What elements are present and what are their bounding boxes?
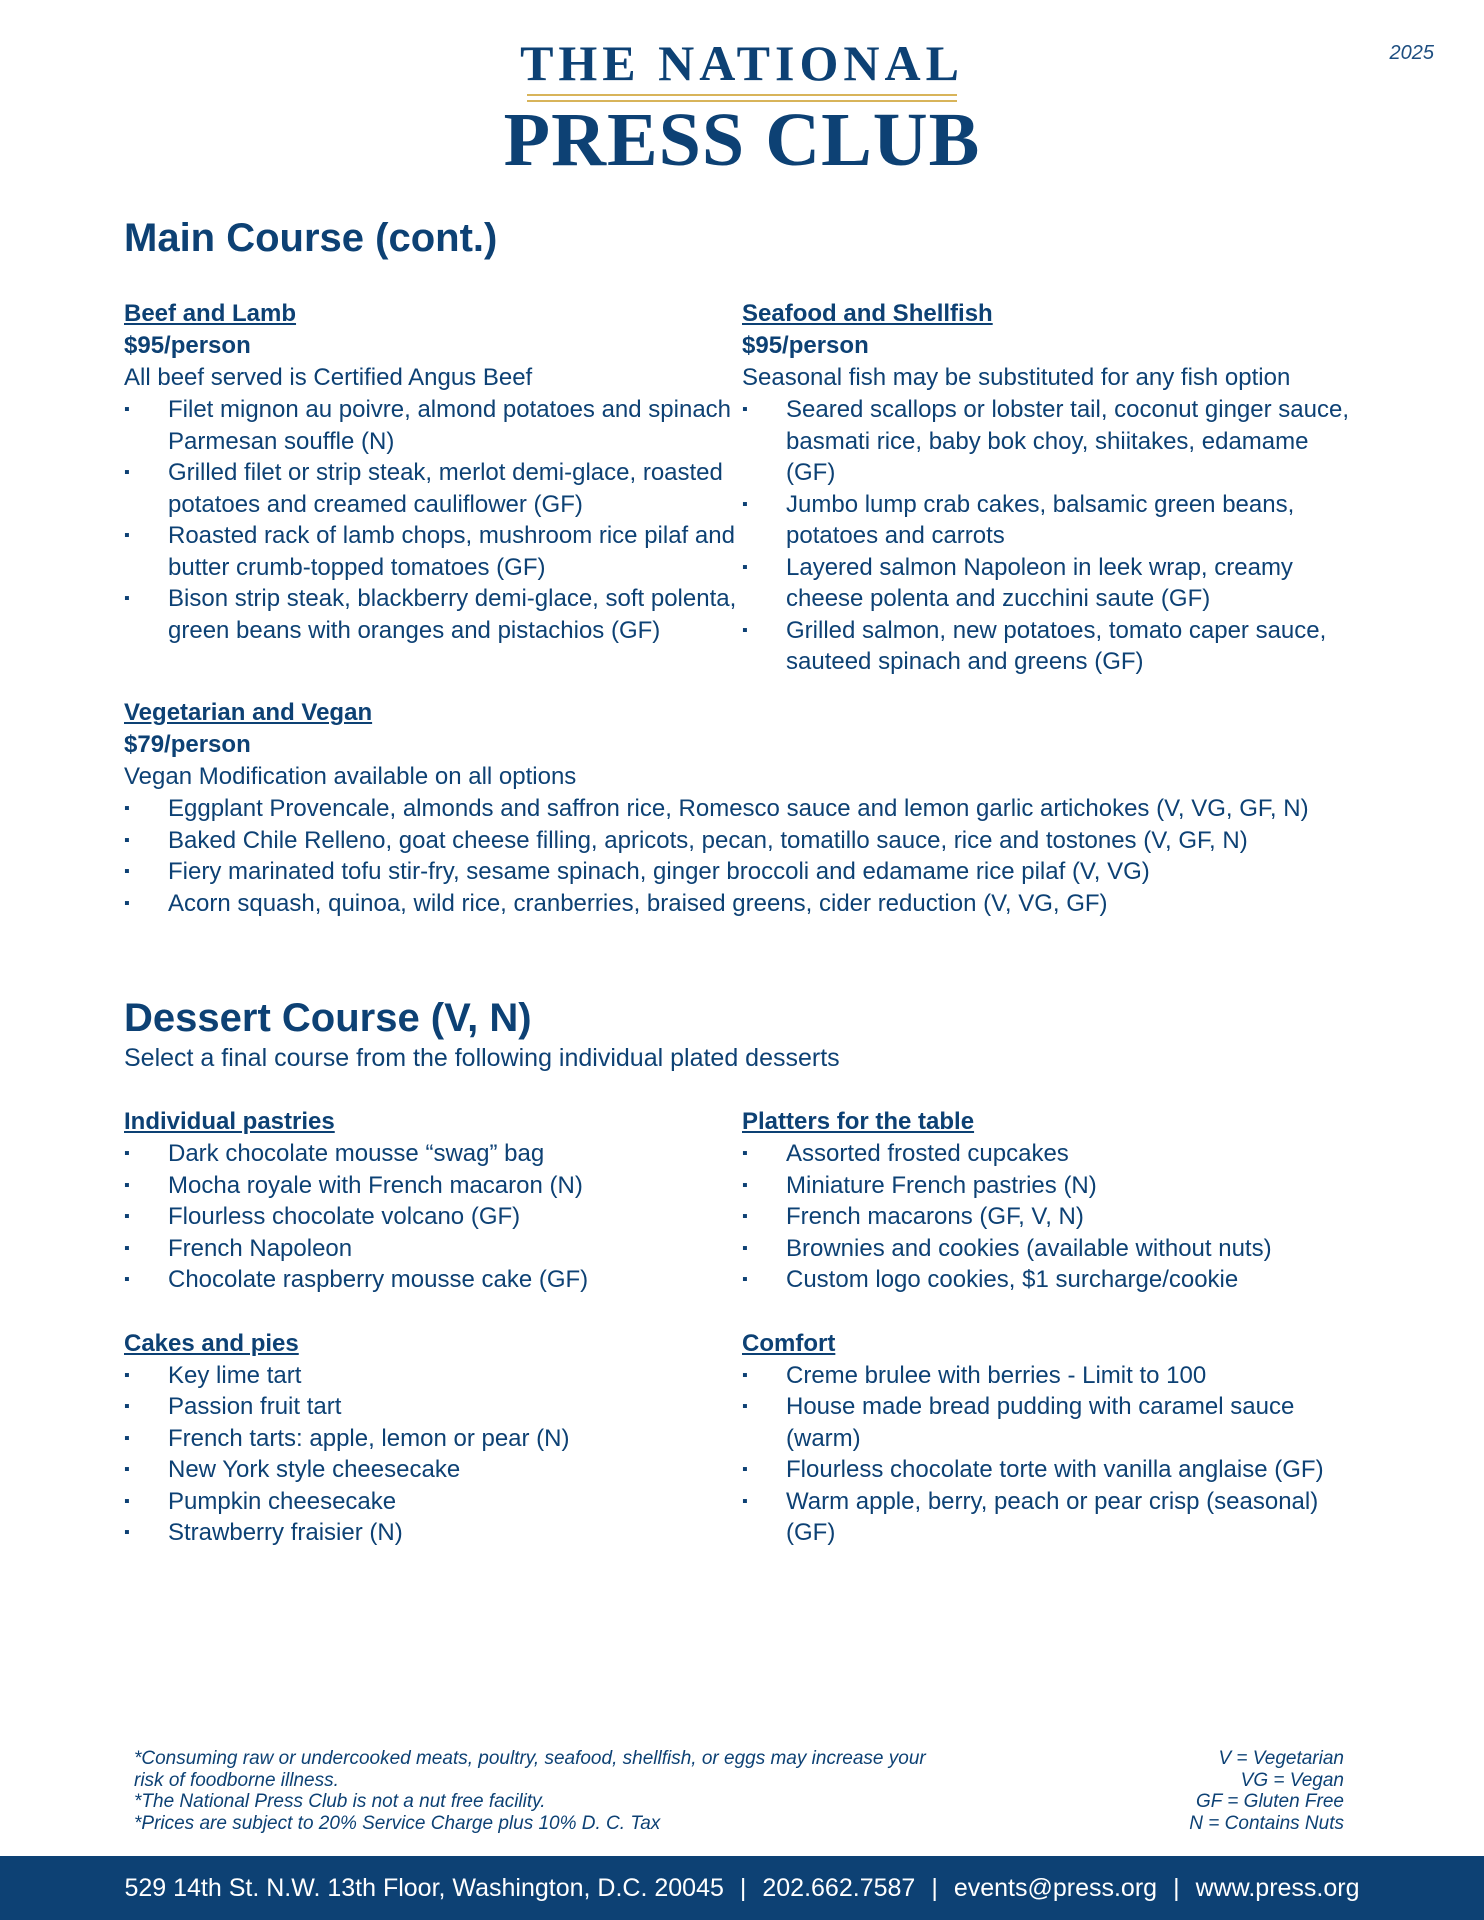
platters-title: Platters for the table: [742, 1108, 975, 1135]
list-item: ▪ Bison strip steak, blackberry demi-glace, soft polenta, green beans with oranges and pistachios (GF): [124, 583, 742, 646]
list-item: ▪ Eggplant Provencale, almonds and saffron rice, Romesco sauce and lemon garlic artichokes (V, VG, GF, N): [124, 793, 1354, 825]
footer-website[interactable]: www.press.org: [1195, 1873, 1360, 1902]
main-course-columns: [124, 298, 1354, 678]
cakes-title: Cakes and pies: [124, 1329, 299, 1357]
footer-address: 529 14th St. N.W. 13th Floor, Washington, D.C. 20045: [124, 1873, 724, 1902]
list-item: ▪ Filet mignon au poivre, almond potatoes and spinach Parmesan souffle (N): [124, 394, 742, 457]
comfort-list: [742, 1360, 1354, 1549]
main-course-section: [124, 214, 1354, 678]
list-item: ▪ Grilled salmon, new potatoes, tomato caper sauce, sauteed spinach and greens (GF): [742, 615, 1354, 678]
footer-separator: |: [1173, 1873, 1180, 1902]
seafood-list: [742, 394, 1354, 678]
dessert-subtitle: Select a final course from the following individual plated desserts: [124, 1044, 840, 1072]
dessert-columns-top: [124, 1106, 1354, 1296]
list-item: ▪ French macarons (GF, V, N): [742, 1201, 1354, 1233]
vegetarian-section: [124, 697, 1354, 919]
cakes-list: [124, 1360, 742, 1549]
list-item: ▪ Pumpkin cheesecake: [124, 1486, 742, 1518]
beef-lamb-section: [124, 298, 742, 678]
list-item: ▪ New York style cheesecake: [124, 1454, 742, 1486]
list-item: ▪ Warm apple, berry, peach or pear crisp (seasonal) (GF): [742, 1486, 1354, 1549]
seafood-title: Seafood and Shellfish: [742, 300, 993, 327]
contact-footer: [0, 1856, 1484, 1920]
dessert-columns-bottom: [124, 1328, 1354, 1549]
list-item: ▪ Mocha royale with French macaron (N): [124, 1170, 742, 1202]
press-club-logo: [0, 35, 1484, 182]
list-item: ▪ Assorted frosted cupcakes: [742, 1138, 1354, 1170]
list-item: ▪ Miniature French pastries (N): [742, 1170, 1354, 1202]
list-item: ▪ Chocolate raspberry mousse cake (GF): [124, 1264, 742, 1296]
dietary-legend: [1189, 1748, 1344, 1834]
list-item: ▪ Brownies and cookies (available without nuts): [742, 1233, 1354, 1265]
comfort-title: Comfort: [742, 1329, 836, 1357]
footnote: *Prices are subject to 20% Service Charge plus 10% D. C. Tax: [134, 1812, 661, 1834]
list-item: ▪ Roasted rack of lamb chops, mushroom rice pilaf and butter crumb-topped tomatoes (GF): [124, 520, 742, 583]
platters-list: [742, 1138, 1354, 1296]
legend-item: VG = Vegan: [1240, 1769, 1344, 1791]
pastries-list: [124, 1138, 742, 1296]
year-label: 2025: [1389, 42, 1434, 64]
list-item: ▪ Dark chocolate mousse “swag” bag: [124, 1138, 742, 1170]
legend-item: GF = Gluten Free: [1195, 1791, 1344, 1812]
footer-phone[interactable]: 202.662.7587: [762, 1873, 916, 1902]
vegetarian-note: Vegan Modification available on all options: [124, 763, 577, 790]
pastries-section: [124, 1106, 742, 1296]
legend-item: V = Vegetarian: [1218, 1748, 1344, 1769]
footnotes: [134, 1748, 954, 1834]
list-item: ▪ Fiery marinated tofu stir-fry, sesame spinach, ginger broccoli and edamame rice pilaf (V, VG): [124, 856, 1354, 888]
beef-lamb-price: $95/person: [124, 332, 251, 359]
legend-item: N = Contains Nuts: [1189, 1812, 1344, 1834]
platters-section: [742, 1106, 1354, 1296]
list-item: ▪ Seared scallops or lobster tail, coconut ginger sauce, basmati rice, baby bok choy, shiitakes, edamame (GF): [742, 394, 1354, 489]
list-item: ▪ Custom logo cookies, $1 surcharge/cookie: [742, 1264, 1354, 1296]
list-item: ▪ Acorn squash, quinoa, wild rice, cranberries, braised greens, cider reduction (V, VG, GF): [124, 888, 1354, 920]
vegetarian-title: Vegetarian and Vegan: [124, 699, 373, 726]
list-item: ▪ Jumbo lump crab cakes, balsamic green beans, potatoes and carrots: [742, 489, 1354, 552]
beef-lamb-title: Beef and Lamb: [124, 300, 297, 327]
beef-lamb-note: All beef served is Certified Angus Beef: [124, 364, 533, 391]
seafood-section: [742, 298, 1354, 678]
seafood-price: $95/person: [742, 332, 869, 359]
list-item: ▪ French tarts: apple, lemon or pear (N): [124, 1423, 742, 1455]
logo-line-2: PRESS CLUB: [503, 98, 981, 182]
footnote: *The National Press Club is not a nut free facility.: [134, 1791, 546, 1812]
list-item: ▪ Flourless chocolate volcano (GF): [124, 1201, 742, 1233]
list-item: ▪ Key lime tart: [124, 1360, 742, 1392]
seafood-note: Seasonal fish may be substituted for any fish option: [742, 364, 1291, 391]
list-item: ▪ French Napoleon: [124, 1233, 742, 1265]
beef-lamb-list: [124, 394, 742, 646]
list-item: ▪ Creme brulee with berries - Limit to 100: [742, 1360, 1354, 1392]
footer-separator: |: [931, 1873, 938, 1902]
dessert-title: Dessert Course (V, N): [124, 996, 532, 1040]
list-item: ▪ House made bread pudding with caramel sauce (warm): [742, 1391, 1354, 1454]
main-course-title: Main Course (cont.): [124, 216, 498, 260]
footer-email[interactable]: events@press.org: [953, 1873, 1158, 1902]
list-item: ▪ Layered salmon Napoleon in leek wrap, creamy cheese polenta and zucchini saute (GF): [742, 552, 1354, 615]
dessert-section: [124, 994, 1354, 1549]
cakes-section: [124, 1328, 742, 1549]
logo-line-1: THE NATIONAL: [520, 35, 964, 91]
vegetarian-list: [124, 793, 1354, 919]
list-item: ▪ Passion fruit tart: [124, 1391, 742, 1423]
footnote: *Consuming raw or undercooked meats, poultry, seafood, shellfish, or eggs may increase your risk of foodborne illness.: [134, 1748, 926, 1791]
comfort-section: [742, 1328, 1354, 1549]
footer-separator: |: [739, 1873, 747, 1902]
pastries-title: Individual pastries: [124, 1108, 335, 1135]
list-item: ▪ Grilled filet or strip steak, merlot demi-glace, roasted potatoes and creamed cauliflower (GF): [124, 457, 742, 520]
vegetarian-price: $79/person: [124, 731, 251, 758]
list-item: ▪ Strawberry fraisier (N): [124, 1517, 742, 1549]
list-item: ▪ Baked Chile Relleno, goat cheese filling, apricots, pecan, tomatillo sauce, rice and tostones (V, GF, N): [124, 825, 1354, 857]
list-item: ▪ Flourless chocolate torte with vanilla anglaise (GF): [742, 1454, 1354, 1486]
